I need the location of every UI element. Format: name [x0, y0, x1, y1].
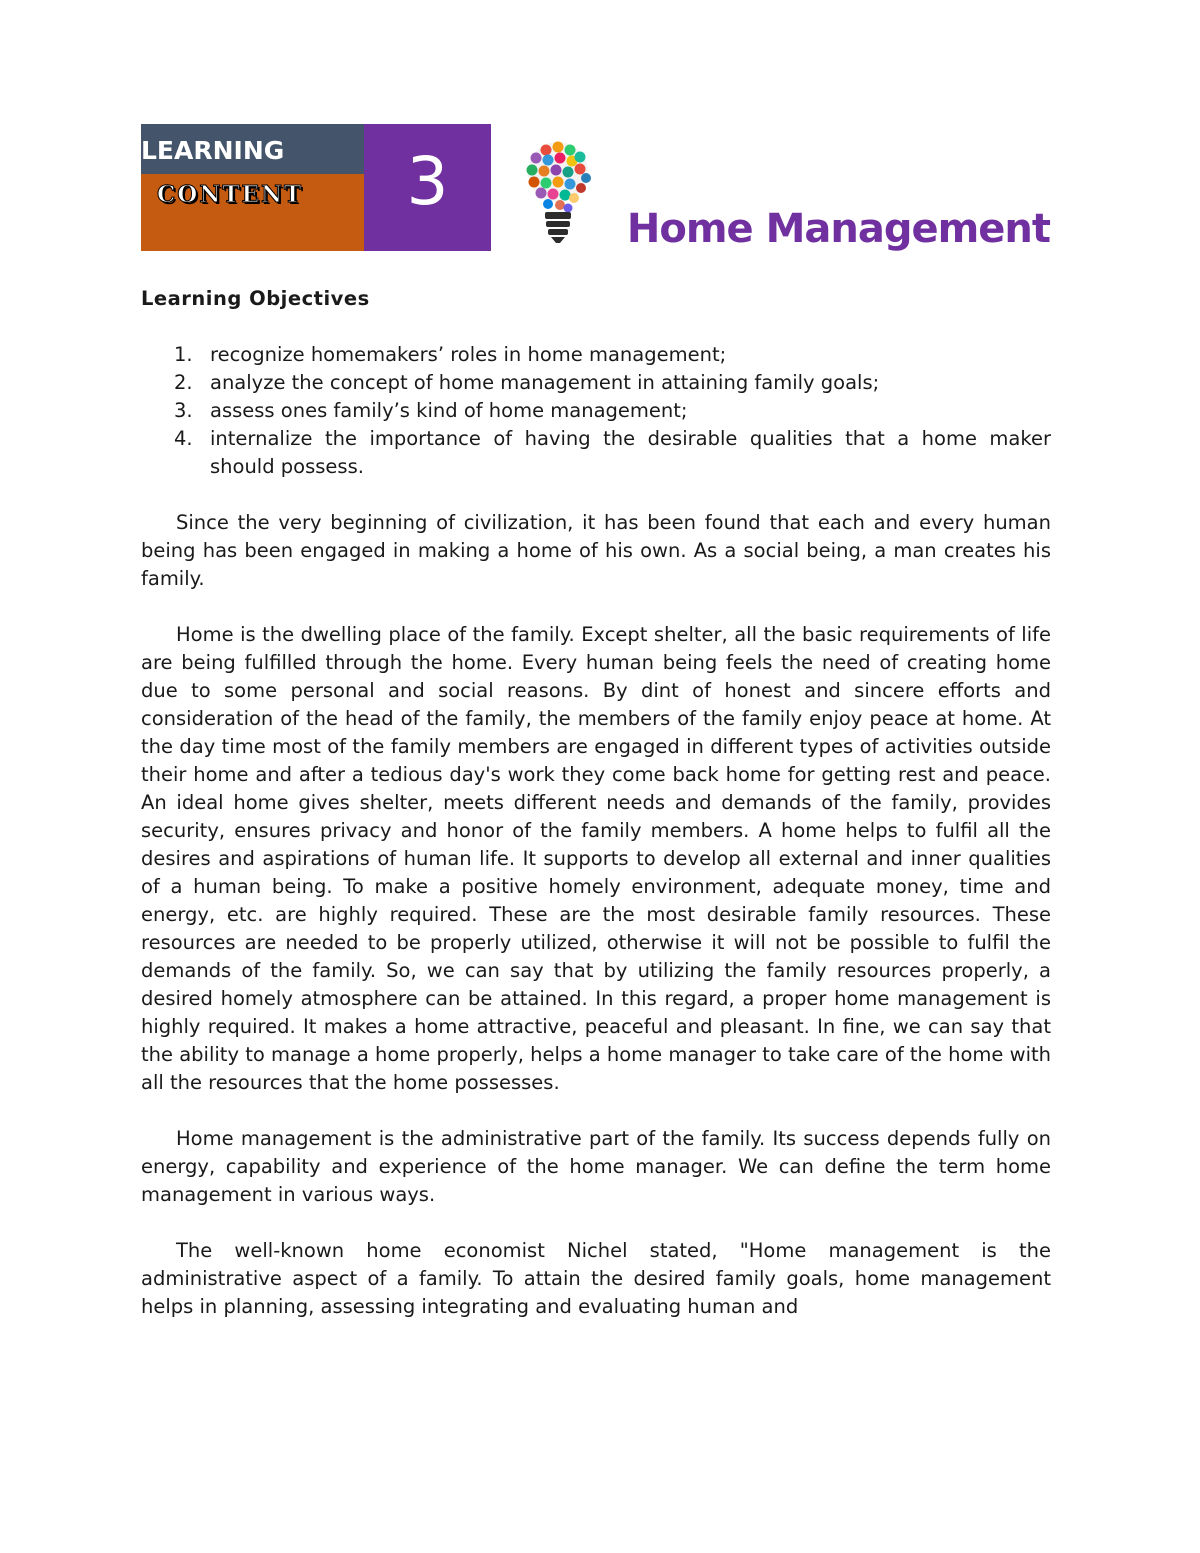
document-title: Home Management [626, 206, 1050, 252]
objective-number: 3. [174, 399, 193, 422]
objective-item [141, 369, 1051, 397]
objective-text: assess ones family’s kind of home management; [210, 399, 688, 422]
body-paragraph: The well-known home economist Nichel stated, "Home management is the administrative aspect of a family. To attain the desired family goals, home management helps in planning, assessing integrating and evaluating human and [141, 1239, 1051, 1318]
banner-label-block [141, 124, 364, 251]
objective-text: recognize homemakers’ roles in home management; [210, 343, 727, 366]
body-paragraph: Home is the dwelling place of the family. Except shelter, all the basic requirements of life are being fulfilled through the home. Every human being feels the need of creating home due to some personal and social reasons. By dint of honest and sincere efforts and consideration of the head of the family, the members of the family enjoy peace at home. At the day time most of the family members are engaged in different types of activities outside their home and after a tedious day's work they come back home for getting rest and peace. An ideal home gives shelter, meets different needs and demands of the family, provides security, ensures privacy and honor of the family members. A home helps to fulfil all the desires and aspirations of human life. It supports to develop all external and inner qualities of a human being. To make a positive homely environment, adequate money, time and energy, etc. are highly required. These are the most desirable family resources. These resources are needed to be properly utilized, otherwise it will not be possible to fulfil the demands of the family. So, we can say that by utilizing the family resources properly, a desired homely atmosphere can be attained. In this regard, a proper home management is highly required. It makes a home attractive, peaceful and pleasant. In fine, we can say that the ability to manage a home properly, helps a home manager to take care of the home with all the resources that the home possesses. [141, 623, 1051, 1094]
objective-number: 1. [174, 343, 193, 366]
objective-number: 2. [174, 371, 193, 394]
learning-content-banner [141, 124, 491, 251]
lightbulb-icon [508, 138, 608, 248]
objective-item [141, 341, 1051, 369]
body-paragraph: Since the very beginning of civilization, it has been found that each and every human being has been engaged in making a home of his own. As a social being, a man creates his family. [141, 511, 1051, 590]
banner-content-label: CONTENT [157, 181, 304, 208]
objective-text: internalize the importance of having the desirable qualities that a home maker should possess. [210, 427, 1051, 478]
body-paragraph: Home management is the administrative part of the family. Its success depends fully on energy, capability and experience of the home manager. We can define the term home management in various ways. [141, 1127, 1051, 1206]
objective-item [141, 425, 1051, 481]
banner-learning-label: LEARNING [141, 136, 285, 165]
objectives-list [141, 341, 1051, 481]
banner-number-block [364, 124, 491, 251]
lesson-number: 3 [406, 143, 449, 220]
document-body [141, 285, 1051, 1321]
objective-item [141, 397, 1051, 425]
objective-number: 4. [174, 427, 193, 450]
learning-objectives-heading: Learning Objectives [141, 287, 370, 310]
banner-learning-strip [141, 124, 364, 174]
objective-text: analyze the concept of home management in attaining family goals; [210, 371, 880, 394]
banner-content-strip [141, 174, 364, 251]
